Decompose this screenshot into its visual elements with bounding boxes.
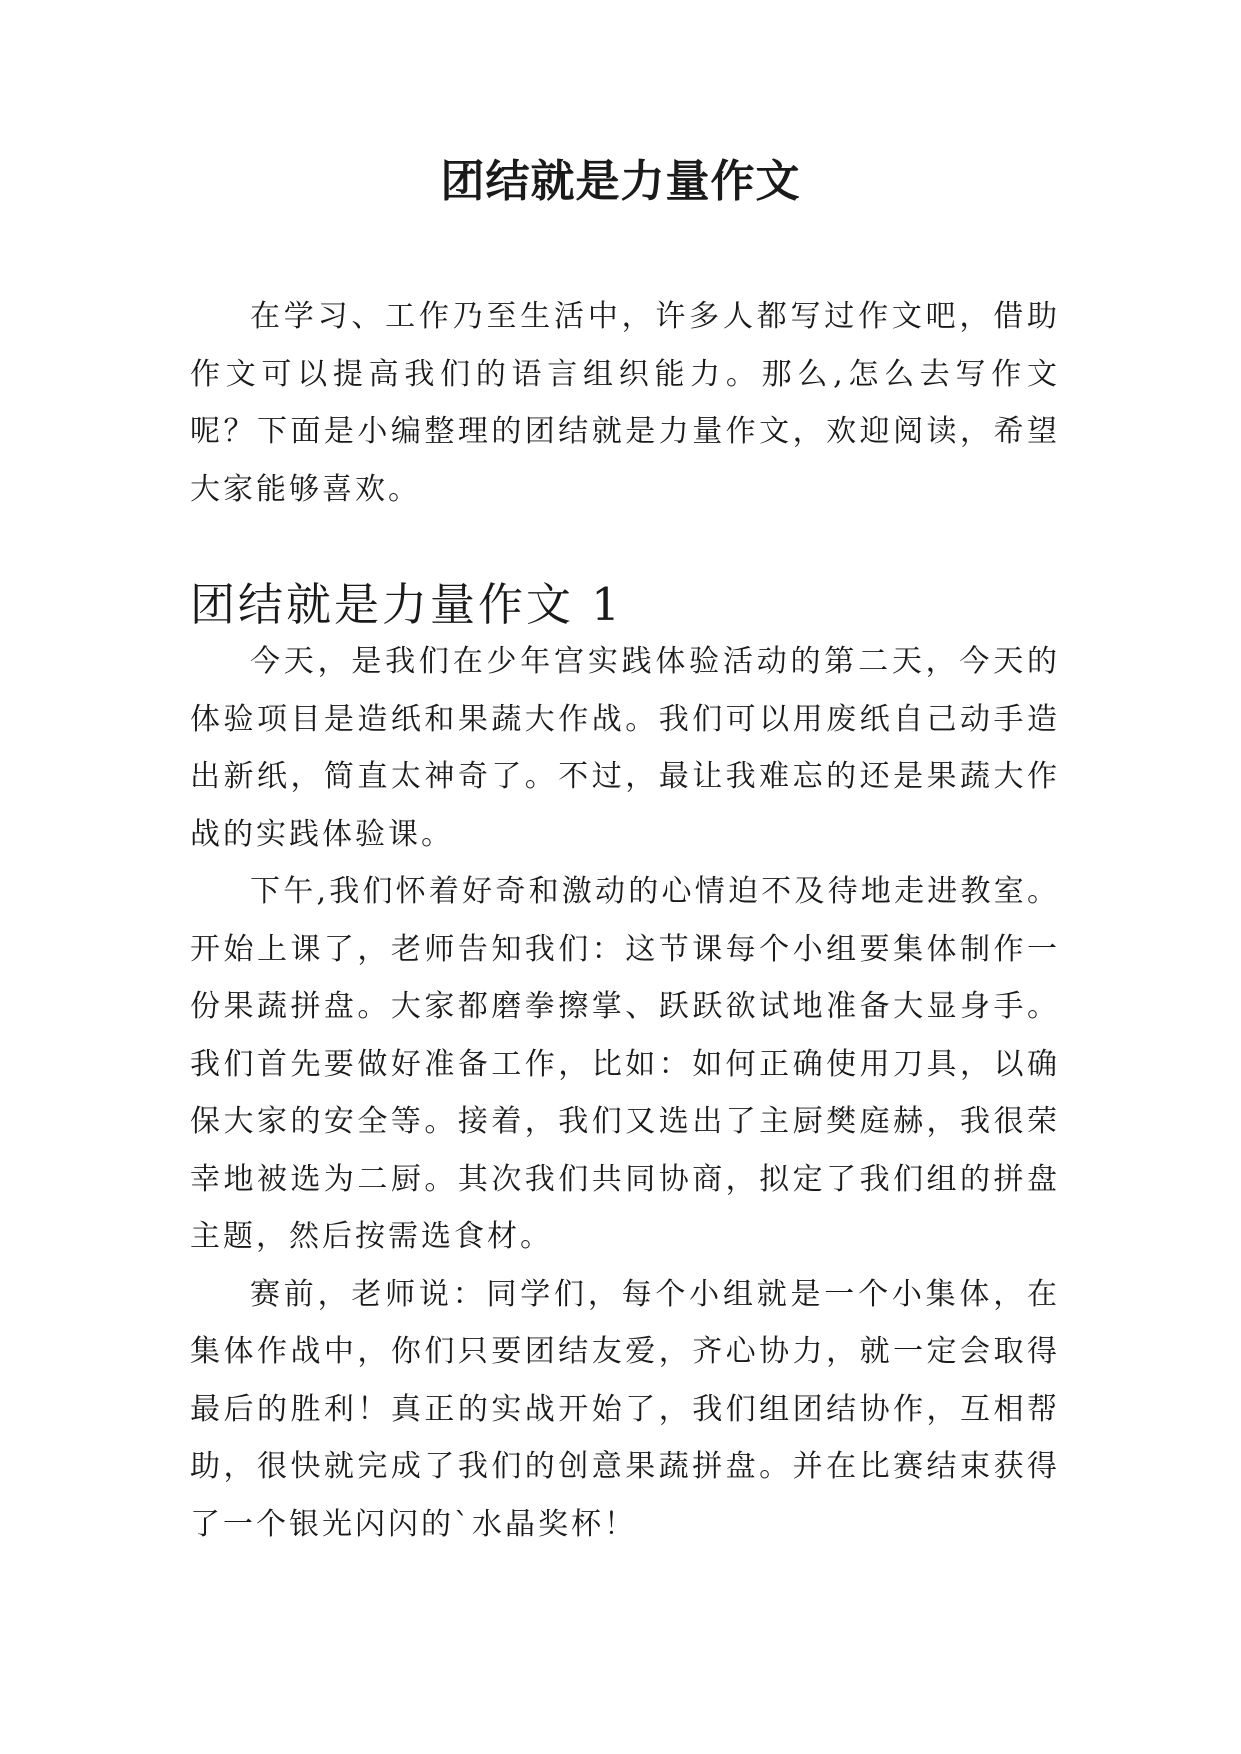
body-paragraph-1: 今天，是我们在少年宫实践体验活动的第二天，今天的体验项目是造纸和果蔬大作战。我们可以用废纸自己动手造出新纸，简直太神奇了。不过，最让我难忘的还是果蔬大作战的实践体验课。 (190, 644, 1060, 852)
body-paragraph-2: 下午,我们怀着好奇和激动的心情迫不及待地走进教室。开始上课了，老师告知我们：这节课每个小组要集体制作一份果蔬拼盘。大家都磨拳擦掌、跃跃欲试地准备大显身手。我们首先要做好准备工作，比如：如何正确使用刀具，以确保大家的安全等。接着，我们又选出了主厨樊庭赫，我很荣幸地被选为二厨。其次我们共同协商，拟定了我们组的拼盘主题，然后按需选食材。 (190, 874, 1060, 1254)
section-heading: 团结就是力量作文 1 (190, 577, 623, 631)
intro-paragraph: 在学习、工作乃至生活中，许多人都写过作文吧，借助作文可以提高我们的语言组织能力。那么,怎么去写作文呢？下面是小编整理的团结就是力量作文，欢迎阅读，希望大家能够喜欢。 (190, 299, 1060, 507)
document-body (190, 288, 1060, 1553)
document-title: 团结就是力量作文 (440, 156, 801, 207)
body-paragraph-3: 赛前，老师说：同学们，每个小组就是一个小集体，在集体作战中，你们只要团结友爱，齐心协力，就一定会取得最后的胜利！真正的实战开始了，我们组团结协作，互相帮助，很快就完成了我们的创意果蔬拼盘。并在比赛结束获得了一个银光闪闪的`水晶奖杯！ (190, 1276, 1060, 1542)
